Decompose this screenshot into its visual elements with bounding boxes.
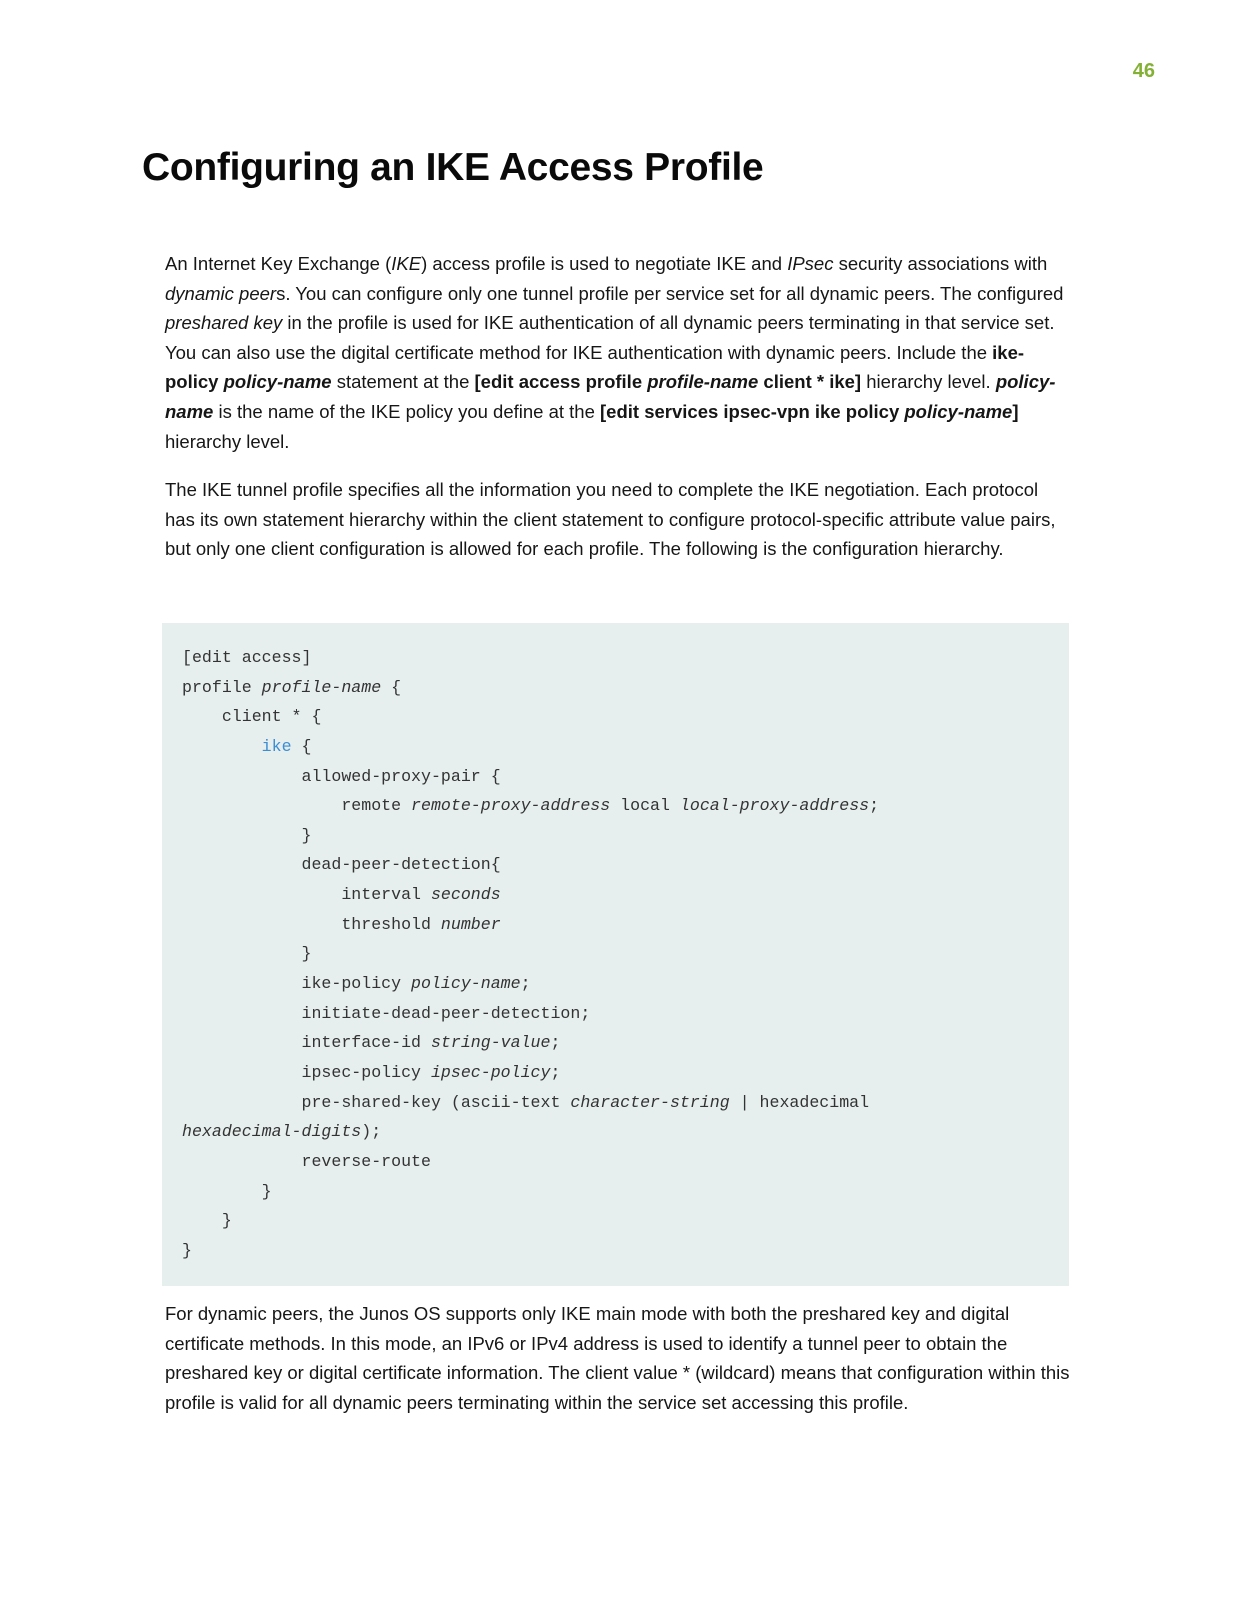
code-line: ike { (261, 736, 312, 756)
term-preshared-key: preshared key (165, 312, 283, 334)
hierarchy-edit-access-profile: [edit access profile (474, 371, 648, 393)
term-ike: IKE (391, 253, 422, 274)
page-number: 46 (1132, 60, 1155, 82)
code-line: } (182, 1240, 192, 1260)
dynamic-peers-paragraph: For dynamic peers, the Junos OS supports only IKE main mode with both the preshared key and digital certificate methods. In this mode, an IPv6 or IPv4 address is used to identify a tunnel peer to obtain the preshared key or digital certificate information. The client value * (wildcard) means that configuration within this profile is valid for all dynamic peers terminating within the service set accessing this profile. (165, 1303, 1070, 1413)
term-policy-name: policy-name (165, 371, 1056, 422)
code-line: hexadecimal-digits); (182, 1122, 382, 1142)
ike-keyword: ike (261, 736, 292, 756)
code-line: interval seconds (182, 885, 501, 905)
code-line: dead-peer-detection{ (182, 855, 501, 875)
code-line: reverse-route (182, 1151, 431, 1171)
config-code-block (162, 623, 1069, 1286)
code-line: [edit access] (182, 648, 312, 667)
code-line: pre-shared-key (ascii-text character-string | hexadecimal (182, 1092, 870, 1112)
code-line: threshold number (182, 914, 501, 934)
code-line: interface-id string-value; (182, 1033, 561, 1053)
hierarchy-edit-services-ipsec-vpn: [edit services ipsec-vpn ike policy (600, 400, 905, 422)
code-line: client * { (182, 707, 322, 727)
statement-ike-policy: ike-policy (165, 341, 1025, 393)
code-line: initiate-dead-peer-detection; (182, 1003, 591, 1023)
term-ipsec: IPsec (787, 253, 834, 274)
code-line: } (182, 825, 312, 845)
code-line: allowed-proxy-pair { (182, 766, 501, 786)
code-line: profile profile-name { (182, 677, 402, 697)
code-line: } (182, 1211, 232, 1231)
code-line: ipsec-policy ipsec-policy; (182, 1062, 561, 1082)
code-line: ike-policy policy-name; (182, 974, 531, 994)
code-line: } (182, 944, 312, 964)
intro-paragraph: An Internet Key Exchange (IKE) access profile is used to negotiate IKE and IPsec security associations with dynamic peers. You can configure only one tunnel profile per service set for all dynamic peers. The configured preshared key in the profile is used for IKE authentication of all dynamic peers terminating in that service set. You can also use the digital certificate method for IKE authentication with dynamic peers. Include the ike-policy policy-name statement at the [edit access profile profile-name client * ike] hierarchy level. policy-name is the name of the IKE policy you define at the [edit services ipsec-vpn ike policy policy-name] hierarchy level. (165, 253, 1064, 452)
code-line: } (182, 1181, 272, 1201)
code-line: remote remote-proxy-address local local-proxy-address; (182, 796, 880, 816)
tunnel-profile-paragraph: The IKE tunnel profile specifies all the information you need to complete the IKE negotiation. Each protocol has its own statement hierarchy within the client statement to configure protocol-specific attribute value pairs, but only one client configuration is allowed for each profile. The following is the configuration hierarchy. (165, 479, 1056, 560)
page-title: Configuring an IKE Access Profile (142, 146, 764, 189)
term-dynamic-peer: dynamic peer (165, 282, 277, 304)
